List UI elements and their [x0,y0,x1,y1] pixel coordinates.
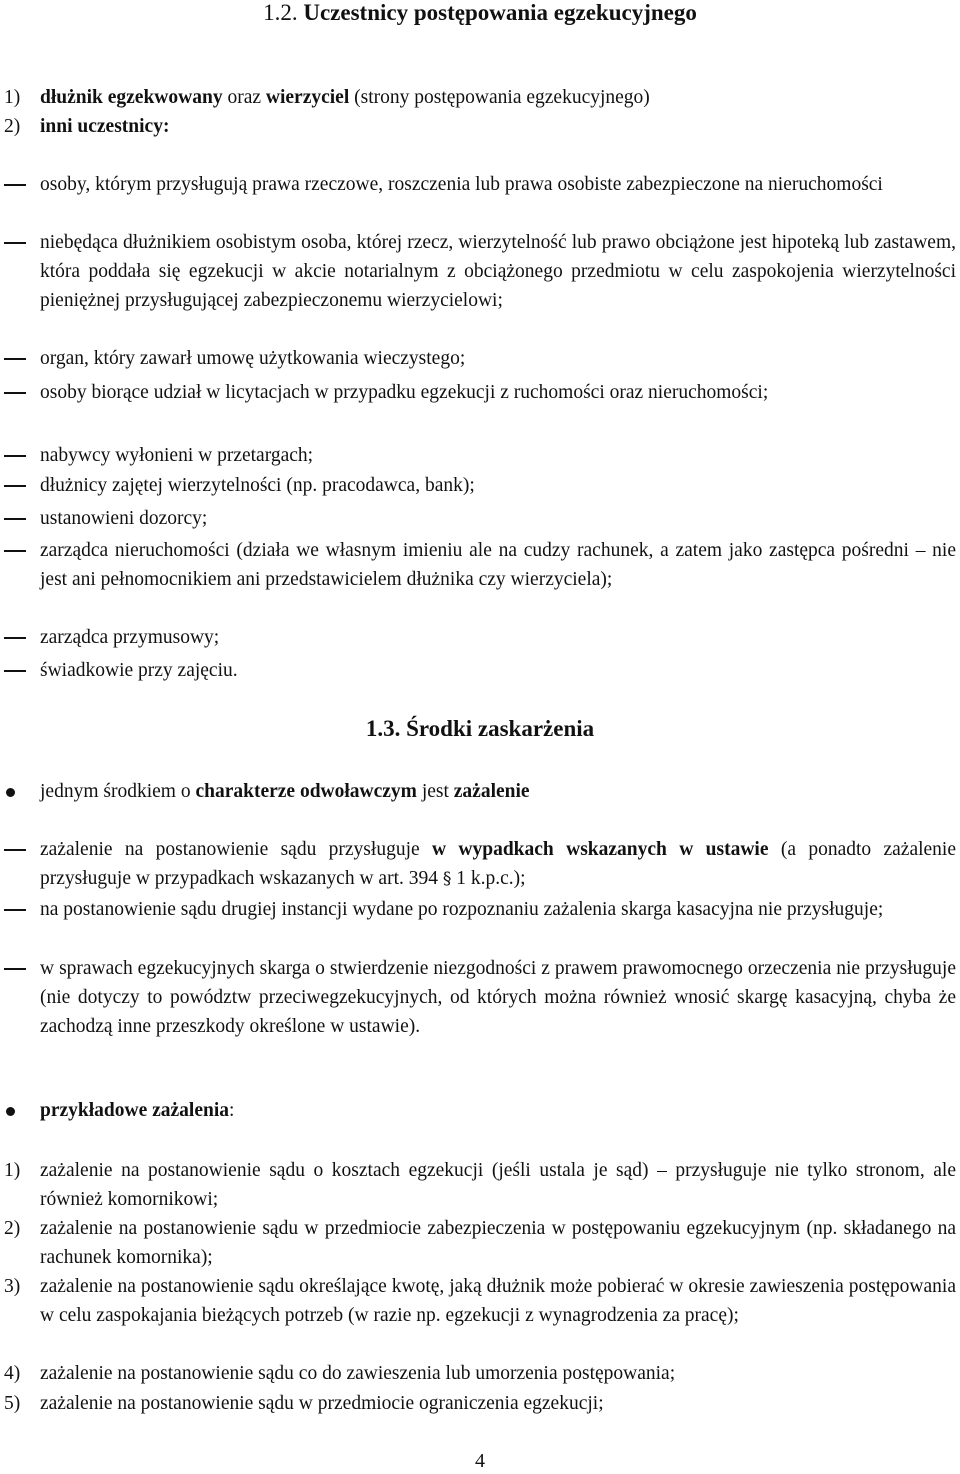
bullet-marker [6,788,15,797]
participant-item: świadkowie przy zajęciu. [40,660,238,681]
participant-item: niebędąca dłużnikiem osobistym osoba, której rzecz, wierzytelność lub prawo obciążone jest hipoteką lub zastawem, która poddała się egzekucji w akcie notarialnym z obciążonego przedmiotu w celu zaspokojenia wierzytelności pieniężnej przysługującej zabezpieczonemu wierzycielowi; [40,232,956,311]
dash-marker [4,392,26,394]
section-sign: § [442,869,452,889]
participant-item: osoby, którym przysługują prawa rzeczowe, roszczenia lub prawa osobiste zabezpieczone na nieruchomości [40,174,883,195]
bold-term: zażalenie [453,781,530,802]
party-item-2 [40,112,169,141]
dash-marker [4,455,26,457]
complaint-note [40,835,956,894]
dash-marker [4,518,26,520]
participant-item: zarządca nieruchomości (działa we własnym imieniu ale na cudzy rachunek, a zatem jako zastępca pośredni – nie jest ani pełnomocnikiem ani przedstawicielem dłużnika czy wierzyciela); [40,540,956,590]
example-item: zażalenie na postanowienie sądu w przedmiocie zabezpieczenia w postępowaniu egzekucyjnym (np. składanego na rachunek komornika); [40,1218,956,1268]
participant-item: ustanowieni dozorcy; [40,508,208,529]
dash-marker [4,849,26,851]
dash-marker [4,670,26,672]
dash-marker [4,968,26,970]
bold-term: w wypadkach wskazanych w ustawie [431,839,769,860]
text-span: (a ponadto zażalenie przysługuje w przypadkach wskazanych w art. 394 [40,839,956,889]
dash-marker [4,550,26,552]
text-span: (strony postępowania egzekucyjnego) [349,87,650,108]
section-heading-1-3 [0,716,960,742]
dash-marker [4,485,26,487]
list-marker: 2) [4,1218,21,1239]
list-marker: 1) [4,1160,21,1181]
text-span: jednym środkiem o [40,781,196,802]
dash-marker [4,637,26,639]
section-number: 1.3. [365,716,401,741]
participant-item: organ, który zawarł umowę użytkowania wieczystego; [40,348,466,369]
list-marker: 4) [4,1363,21,1384]
dash-marker [4,242,26,244]
dash-marker [4,184,26,186]
list-marker: 5) [4,1393,21,1414]
example-item: zażalenie na postanowienie sądu co do zawieszenia lub umorzenia postępowania; [40,1363,676,1384]
participant-item: zarządca przymusowy; [40,627,220,648]
party-item-1 [40,83,650,112]
bullet-marker [6,1107,15,1116]
list-marker: 2) [4,116,21,137]
participant-item: nabywcy wyłonieni w przetargach; [40,445,314,466]
section-title: Środki zaskarżenia [406,716,595,741]
participant-item: osoby biorące udział w licytacjach w przypadku egzekucji z ruchomości oraz nieruchomości; [40,382,769,403]
example-item: zażalenie na postanowienie sądu określające kwotę, jaką dłużnik może pobierać w okresie zawieszenia postępowania w celu zaspokajania bieżących potrzeb (w razie np. egzekucji z wynagrodzenia za pracę); [40,1276,956,1326]
participant-item: dłużnicy zajętej wierzytelności (np. pracodawca, bank); [40,475,475,496]
bold-term: wierzyciel [265,87,350,108]
dash-marker [4,909,26,911]
list-marker: 3) [4,1276,21,1297]
page-number: 4 [475,1450,485,1472]
text-span: 1 k.p.c.); [451,868,526,889]
remedy-bullet [40,777,530,806]
list-marker: 1) [4,87,21,108]
example-item: zażalenie na postanowienie sądu o kosztach egzekucji (jeśli ustala je sąd) – przysługuje nie tylko stronom, ale również komornikowi; [40,1160,956,1210]
bold-term: przykładowe zażalenia [40,1100,230,1121]
examples-bullet [40,1096,234,1125]
text-span: jest [416,781,454,802]
complaint-note: na postanowienie sądu drugiej instancji wydane po rozpoznaniu zażalenia skarga kasacyjna nie przysługuje; [40,899,884,920]
text-span: oraz [222,87,266,108]
example-item: zażalenie na postanowienie sądu w przedmiocie ograniczenia egzekucji; [40,1393,604,1414]
section-heading-1-2 [0,0,960,26]
bold-term: charakterze odwoławczym [195,781,417,802]
bold-term: inni uczestnicy: [40,116,170,137]
complaint-note: w sprawach egzekucyjnych skarga o stwierdzenie niezgodności z prawem prawomocnego orzeczenia nie przysługuje (nie dotyczy to powództw przeciwegzekucyjnych, od których można również wnosić skargę kasacyjną, chyba że zachodzą inne przeszkody określone w ustawie). [40,958,956,1037]
text-span: zażalenie na postanowienie sądu przysługuje [40,839,432,860]
section-number: 1.2. [263,0,298,25]
text-span: : [229,1100,235,1121]
section-title: Uczestnicy postępowania egzekucyjnego [303,0,697,25]
bold-term: dłużnik egzekwowany [40,87,223,108]
dash-marker [4,358,26,360]
